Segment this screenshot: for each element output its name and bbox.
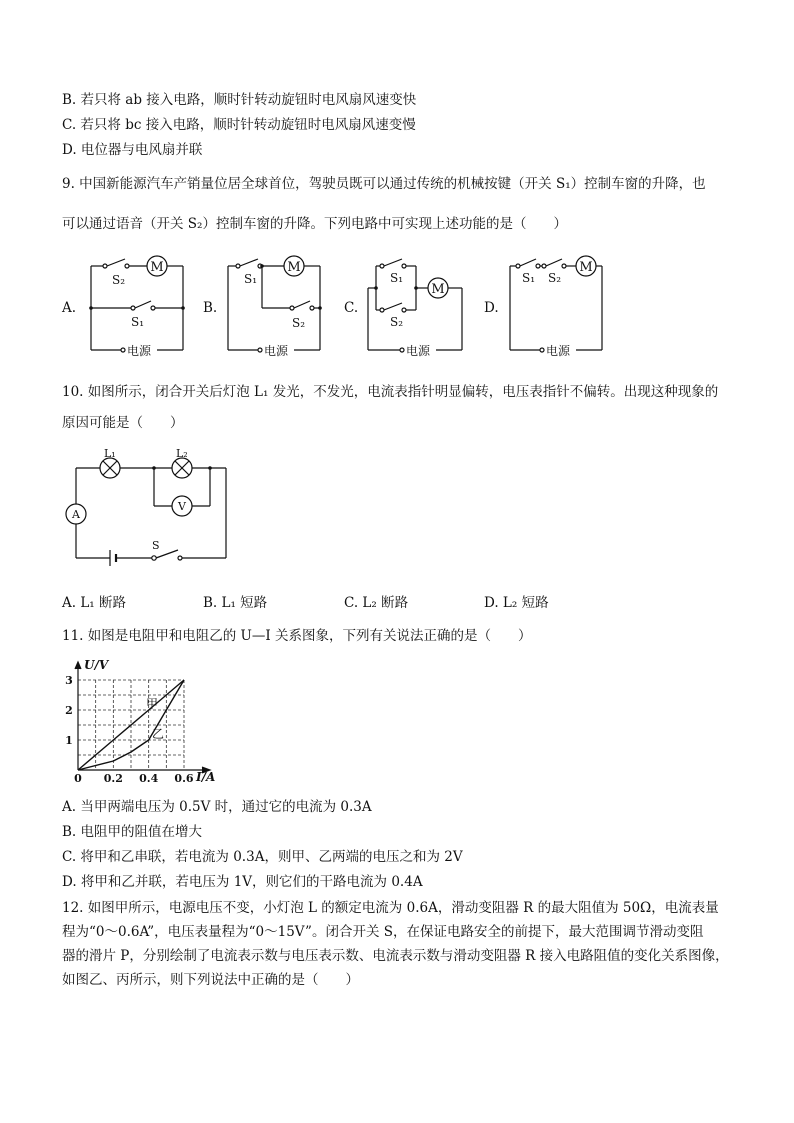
q10-option-c: C. L₂ 断路 xyxy=(344,595,409,611)
x-tick-label: 0 xyxy=(74,772,82,784)
switch-s-label: S xyxy=(152,539,160,552)
q11-option-a: A. 当甲两端电压为 0.5V 时，通过它的电流为 0.3A xyxy=(62,799,372,815)
motor-icon: M xyxy=(579,260,593,275)
q10-option-d: D. L₂ 短路 xyxy=(484,595,549,611)
switch-s1-label: S₁ xyxy=(244,272,258,286)
power-source-label: 电源 xyxy=(406,344,431,358)
q9-option-d-label: D. xyxy=(484,300,499,316)
y-axis-label: U/V xyxy=(84,658,109,672)
motor-icon: M xyxy=(150,260,164,275)
ammeter-icon: A xyxy=(72,508,80,521)
series-label-yi: 乙 xyxy=(152,727,165,741)
q9-circuit-b xyxy=(222,250,327,362)
series-label-jia: 甲 xyxy=(146,697,159,711)
q9-circuit-a xyxy=(85,250,190,362)
switch-s2-label: S₂ xyxy=(292,316,306,330)
q8-option-d: D. 电位器与电风扇并联 xyxy=(62,142,203,158)
lamp-l2-label: L₂ xyxy=(176,447,188,460)
switch-s2-label: S₂ xyxy=(112,273,126,287)
x-tick-label: 0.6 xyxy=(174,772,194,784)
power-source-label: 电源 xyxy=(264,344,289,358)
switch-s1-label: S₁ xyxy=(390,271,404,285)
q11-option-d: D. 将甲和乙并联，若电压为 1V，则它们的干路电流为 0.4A xyxy=(62,874,423,890)
x-tick-label: 0.4 xyxy=(139,772,159,784)
q10-stem-line2: 原因可能是（ ） xyxy=(62,415,184,431)
voltmeter-icon: V xyxy=(178,500,186,513)
power-source-label: 电源 xyxy=(546,344,571,358)
q9-stem-line1: 9. 中国新能源汽车产销量位居全球首位，驾驶员既可以通过传统的机械按键（开关 S₁）控制车窗的升降，也 xyxy=(62,176,706,192)
y-tick-label: 3 xyxy=(65,674,73,687)
y-tick-label: 2 xyxy=(65,704,73,717)
power-source-label: 电源 xyxy=(127,344,152,358)
q10-stem-line1: 10. 如图所示，闭合开关后灯泡 L₁ 发光，不发光，电流表指针明显偏转，电压表指针不偏转。出现这种现象的 xyxy=(62,384,719,400)
lamp-l1-label: L₁ xyxy=(104,447,116,460)
q10-option-b: B. L₁ 短路 xyxy=(203,595,268,611)
q11-stem: 11. 如图是电阻甲和电阻乙的 U—I 关系图象，下列有关说法正确的是（ ） xyxy=(62,628,532,644)
q12-stem-line1: 12. 如图甲所示，电源电压不变，小灯泡 L 的额定电流为 0.6A，滑动变阻器 R 的最大阻值为 50Ω，电流表量 xyxy=(62,900,719,916)
q12-stem-line4: 如图乙、丙所示，则下列说法中正确的是（ ） xyxy=(62,972,359,988)
motor-icon: M xyxy=(287,260,301,275)
q11-ui-graph xyxy=(62,656,232,784)
q9-option-a-label: A. xyxy=(62,300,77,316)
switch-s2-label: S₂ xyxy=(390,315,404,329)
q11-option-c: C. 将甲和乙串联，若电流为 0.3A，则甲、乙两端的电压之和为 2V xyxy=(62,849,463,865)
q10-circuit xyxy=(60,446,235,566)
q8-option-b: B. 若只将 ab 接入电路，顺时针转动旋钮时电风扇风速变快 xyxy=(62,92,417,108)
q9-option-c-label: C. xyxy=(344,300,359,316)
q8-option-c: C. 若只将 bc 接入电路，顺时针转动旋钮时电风扇风速变慢 xyxy=(62,117,416,133)
q9-option-b-label: B. xyxy=(203,300,218,316)
q12-stem-line2: 程为“0～0.6A”，电压表量程为“0～15V”。闭合开关 S，在保证电路安全的前提下，最大范围调节滑动变阻 xyxy=(62,924,704,940)
q12-stem-line3: 器的滑片 P，分别绘制了电流表示数与电压表示数、电流表示数与滑动变阻器 R 接入电路阻值的变化关系图像， xyxy=(62,948,729,964)
motor-icon: M xyxy=(431,282,445,297)
q10-option-a: A. L₁ 断路 xyxy=(62,595,126,611)
x-axis-label: I/A xyxy=(196,770,216,784)
q11-option-b: B. 电阻甲的阻值在增大 xyxy=(62,824,203,840)
q9-circuit-c xyxy=(364,250,469,362)
q9-stem-line2: 可以通过语音（开关 S₂）控制车窗的升降。下列电路中可实现上述功能的是（ ） xyxy=(62,216,567,232)
y-tick-label: 1 xyxy=(65,734,73,747)
switch-s1-label: S₁ xyxy=(522,271,536,285)
switch-s1-label: S₁ xyxy=(131,315,145,329)
switch-s2-label: S₂ xyxy=(548,271,562,285)
q9-circuit-d xyxy=(504,250,609,362)
x-tick-label: 0.2 xyxy=(103,772,123,784)
